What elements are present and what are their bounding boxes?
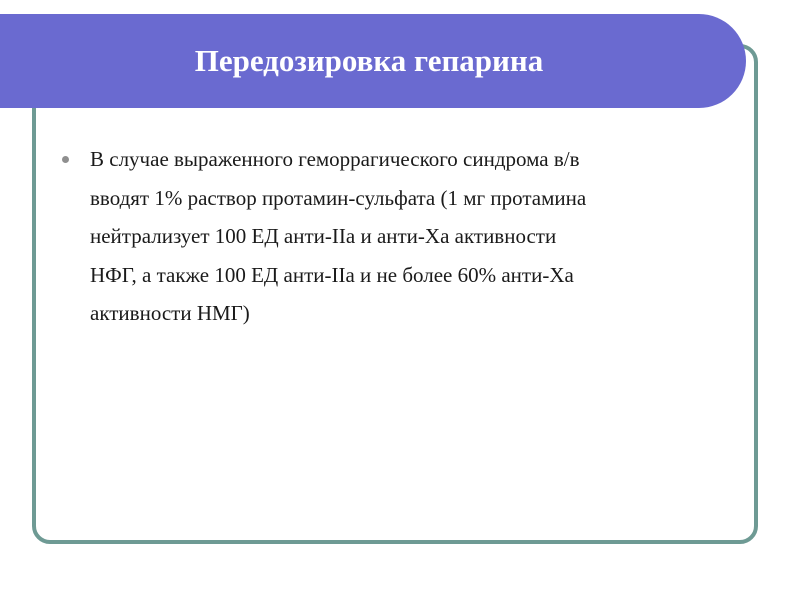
bullet-line: В случае выраженного геморрагического синдрома в/в (90, 147, 580, 171)
bullet-line: активности НМГ) (90, 301, 250, 325)
bullet-line: нейтрализует 100 ЕД анти-IIa и анти-Xa активности (90, 224, 557, 248)
bullet-item (60, 140, 740, 333)
slide-title: Передозировка гепарина (194, 43, 544, 78)
title-underline (84, 117, 708, 121)
bullet-dot-icon (62, 156, 69, 163)
bullet-line: НФГ, а также 100 ЕД анти-IIa и не более 60% анти-Xa (90, 262, 574, 287)
title-banner (0, 14, 746, 108)
slide-content (60, 140, 740, 333)
bullet-line: вводят 1% раствор протамин-сульфата (1 мг протамина (90, 185, 587, 210)
